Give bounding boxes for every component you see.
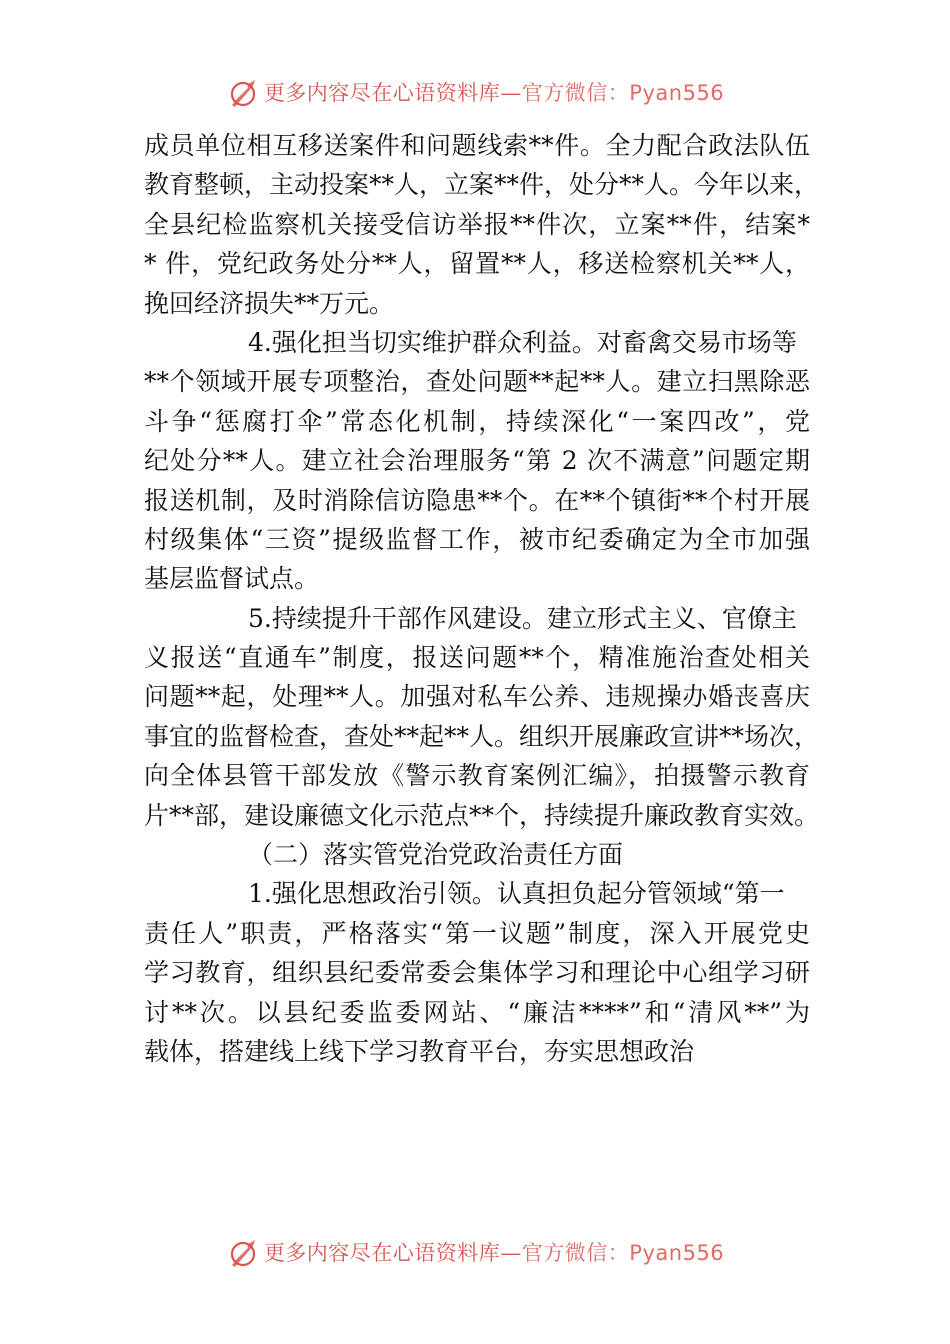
text-line: 事宜的监督检查，查处**起**人。组织开展廉政宣讲**场次， xyxy=(144,721,820,751)
text-line: 学习教育，组织县纪委常委会集体学习和理论中心组学习研 xyxy=(144,958,810,988)
text-line: 向全体县管干部发放《警示教育案例汇编》，拍摄警示教育 xyxy=(144,761,810,791)
text-line: 义报送“直通车”制度，报送问题**个，精准施治查处相关 xyxy=(144,643,810,673)
text-line: 基层监督试点。 xyxy=(144,564,320,594)
watermark-suffix: 官方微信：Pyan556 xyxy=(521,1241,725,1265)
watermark-banner-bottom xyxy=(0,1232,950,1272)
text-line: * 件，党纪政务处分**人，留置**人，移送检察机关**人， xyxy=(144,249,810,279)
text-line: 成员单位相互移送案件和问题线索**件。全力配合政法队伍 xyxy=(144,131,810,160)
watermark-main: 更多内容尽在心语资料库 xyxy=(263,81,501,105)
watermark-text xyxy=(264,77,724,107)
text-line: 5.持续提升干部作风建设。建立形式主义、官僚主 xyxy=(248,603,797,633)
text-line: 1.强化思想政治引领。认真担负起分管领域“第一 xyxy=(248,879,785,909)
text-line: 讨**次。以县纪委监委网站、“廉洁****”和“清风**”为 xyxy=(144,997,810,1027)
pen-quill-logo-icon xyxy=(226,75,260,109)
text-line: 载体，搭建线上线下学习教育平台，夯实思想政治 xyxy=(144,1036,695,1066)
watermark-dash: — xyxy=(500,81,522,105)
watermark-dash: — xyxy=(500,1241,522,1265)
text-line: 挽回经济损失**万元。 xyxy=(144,288,395,318)
watermark-text xyxy=(264,1237,724,1267)
text-line: 纪处分**人。建立社会治理服务“第 2 次不满意”问题定期 xyxy=(144,446,810,476)
text-line: 全县纪检监察机关接受信访举报**件次，立案**件，结案* xyxy=(144,209,810,239)
watermark-suffix: 官方微信：Pyan556 xyxy=(521,81,725,105)
text-line: **个领域开展专项整治，查处问题**起**人。建立扫黑除恶 xyxy=(144,367,810,397)
text-line: 问题**起，处理**人。加强对私车公养、违规操办婚丧喜庆 xyxy=(144,682,810,712)
text-line: 斗争“惩腐打伞”常态化机制，持续深化“一案四改”，党 xyxy=(144,406,810,436)
text-line: 4.强化担当切实维护群众利益。对畜禽交易市场等 xyxy=(248,327,797,357)
watermark-banner-top xyxy=(0,72,950,112)
pen-quill-logo-icon xyxy=(226,1235,260,1269)
text-line: 教育整顿，主动投案**人，立案**件，处分**人。今年以来， xyxy=(144,170,820,200)
section-heading: （二）落实管党治党政治责任方面 xyxy=(248,840,624,870)
text-line: 报送机制，及时消除信访隐患**个。在**个镇街**个村开展 xyxy=(144,485,810,515)
document-body xyxy=(144,126,820,1071)
text-line: 村级集体“三资”提级监督工作，被市纪委确定为全市加强 xyxy=(144,524,810,554)
text-line: 片**部，建设廉德文化示范点**个，持续提升廉政教育实效。 xyxy=(144,800,820,830)
watermark-main: 更多内容尽在心语资料库 xyxy=(263,1241,501,1265)
text-line: 责任人”职责，严格落实“第一议题”制度，深入开展党史 xyxy=(144,918,810,948)
